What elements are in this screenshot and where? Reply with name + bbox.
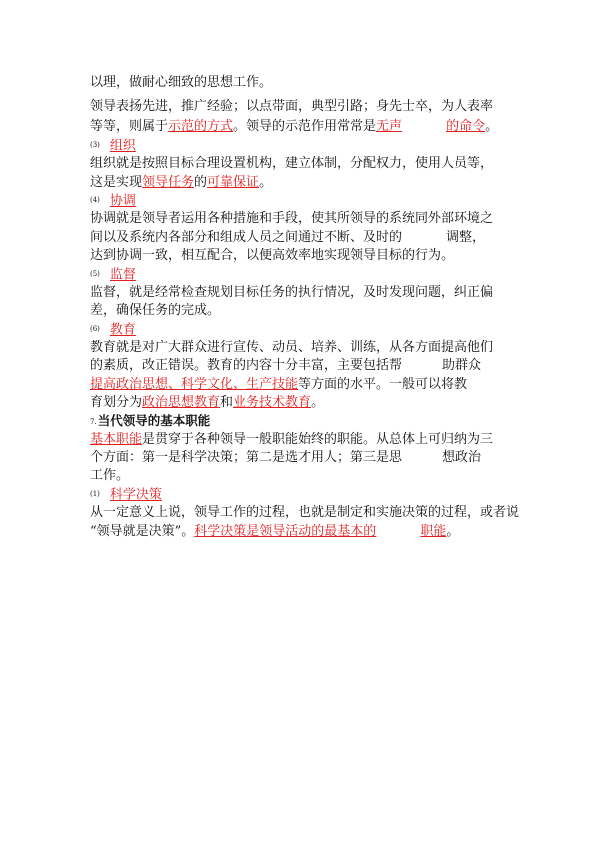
section-heading xyxy=(90,137,136,156)
text: 等等，则属于 xyxy=(90,119,169,134)
highlight-text: 领导任务 xyxy=(142,175,195,190)
text-line xyxy=(90,210,493,228)
highlight-text: 基本职能 xyxy=(90,432,143,447)
text: 。 xyxy=(446,524,460,539)
highlight-text: 业务技术教育 xyxy=(233,395,312,410)
text-line xyxy=(90,394,324,412)
text: 助群众 xyxy=(442,358,482,373)
text: 。 xyxy=(311,395,325,410)
text-line xyxy=(90,247,454,265)
text-line xyxy=(90,118,498,136)
section-title: 组织 xyxy=(109,138,136,154)
text: 这是实现 xyxy=(90,175,143,190)
text: 等方面的水平。一般可以将教 xyxy=(298,377,468,392)
text: 协调就是领导者运用各种措施和手段，使其所领导的系统同外部环境之 xyxy=(90,211,494,226)
section-number: (5) xyxy=(90,270,100,278)
text: 。 xyxy=(485,119,499,134)
text-line xyxy=(90,449,481,467)
text-line xyxy=(90,504,519,522)
text-line xyxy=(90,229,485,247)
text: 调整， xyxy=(446,230,486,245)
text: 。 xyxy=(259,175,273,190)
text: 想政治 xyxy=(442,450,482,465)
text: 。领导的示范作用常常是 xyxy=(233,119,377,134)
section-heading xyxy=(90,266,136,285)
section-title: 教育 xyxy=(109,322,136,338)
text-line xyxy=(90,357,481,375)
text: 从一定意义上说，领导工作的过程，也就是制定和实施决策的过程，或者说 xyxy=(90,505,520,520)
highlight-text: 提高政治思想、科学文化、生产技能 xyxy=(90,377,299,392)
text: 组织就是按照目标合理设置机构，建立体制，分配权力，使用人员等， xyxy=(90,156,494,171)
text: 工作。 xyxy=(90,468,130,483)
highlight-text: 可靠保证 xyxy=(207,175,260,190)
text-line xyxy=(90,467,129,485)
text: 领导表扬先进，推广经验；以点带面，典型引路；身先士卒，为人表率 xyxy=(90,99,494,114)
text: 监督，就是经常检查规划目标任务的执行情况，及时发现问题，纠正偏 xyxy=(90,285,494,300)
text: 教育就是对广大群众进行宣传、动员、培养、训练，从各方面提高他们 xyxy=(90,340,494,355)
section-number: (1) xyxy=(90,490,100,498)
section-number: (3) xyxy=(90,141,100,149)
text-line xyxy=(90,431,493,449)
text: 是贯穿于各种领导一般职能始终的职能。从总体上可归纳为三 xyxy=(142,432,494,447)
text: “领导就是决策”。 xyxy=(90,524,195,539)
chapter-heading xyxy=(90,412,210,431)
text: 达到协调一致，相互配合，以便高效率地实现领导目标的行为。 xyxy=(90,248,455,263)
text: 间以及系统内各部分和组成人员之间通过不断、及时的 xyxy=(90,230,403,245)
section-heading xyxy=(90,192,136,211)
text: 的素质，改正错误。教育的内容十分丰富，主要包括帮 xyxy=(90,358,403,373)
text-line xyxy=(90,174,272,192)
text: 育划分为 xyxy=(90,395,143,410)
section-heading xyxy=(90,486,162,505)
section-title: 科学决策 xyxy=(109,487,162,503)
section-number: (4) xyxy=(90,196,100,204)
text: 以理，做耐心细致的思想工作。 xyxy=(90,75,273,90)
highlight-text: 无声 的命令 xyxy=(376,119,486,134)
section-number: (6) xyxy=(90,325,100,333)
highlight-text: 示范的方式 xyxy=(168,119,234,134)
heading-number: 7. xyxy=(90,417,97,426)
section-title: 协调 xyxy=(109,193,136,209)
highlight-text: 科学决策是领导活动的最基本的 职能 xyxy=(194,524,447,539)
text-line xyxy=(90,284,493,302)
text-line xyxy=(90,74,272,92)
text: 和 xyxy=(220,395,234,410)
text-line xyxy=(90,155,493,173)
text: 差，确保任务的完成。 xyxy=(90,303,221,318)
section-title: 监督 xyxy=(109,267,136,283)
text-line xyxy=(90,98,493,116)
section-heading xyxy=(90,321,136,340)
text-line xyxy=(90,376,467,394)
text-line xyxy=(90,302,220,320)
heading-title: 当代领导的基本职能 xyxy=(97,413,211,428)
text: 个方面：第一是科学决策；第二是选才用人；第三是思 xyxy=(90,450,403,465)
text: 的 xyxy=(194,175,208,190)
highlight-text: 政治思想教育 xyxy=(142,395,221,410)
text-line xyxy=(90,523,459,541)
text-line xyxy=(90,339,493,357)
